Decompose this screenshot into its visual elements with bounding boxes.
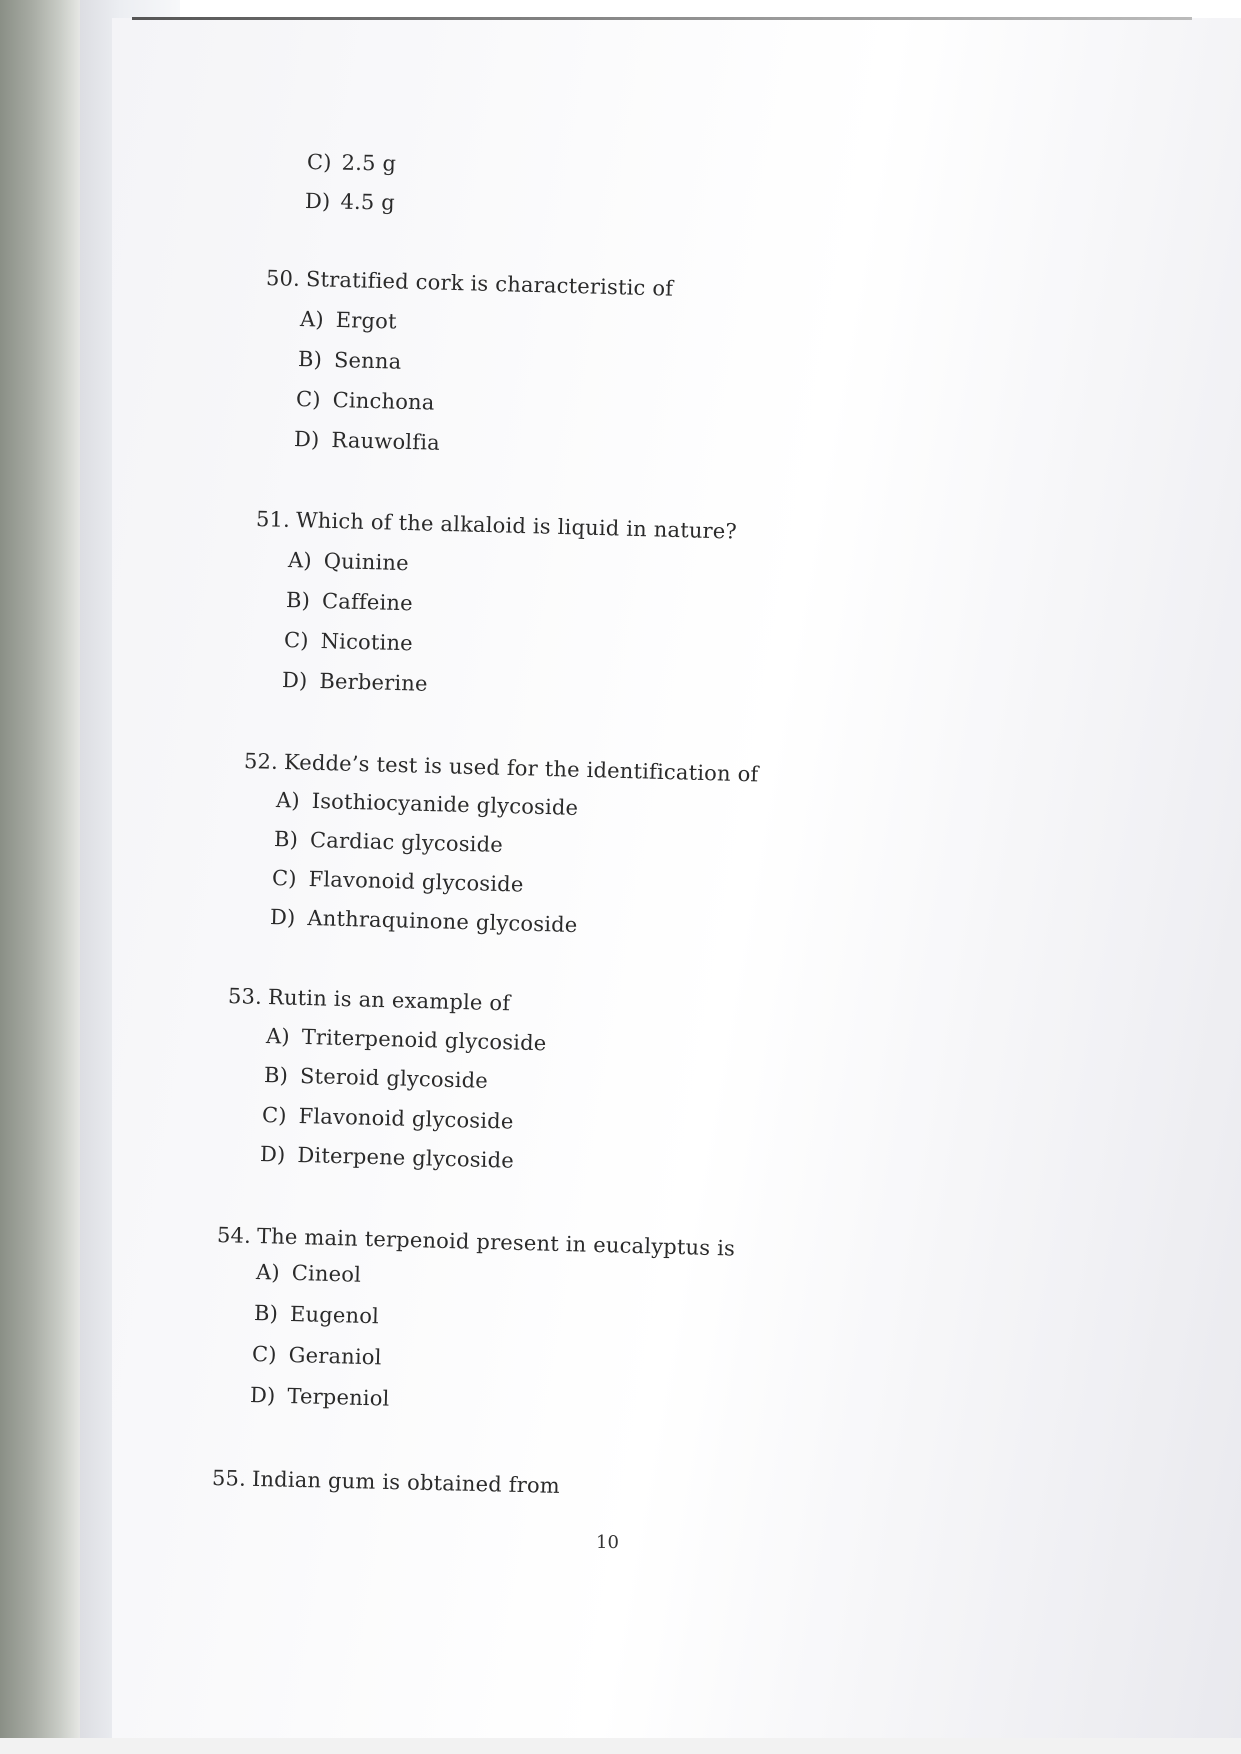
question-50-option-a — [300, 309, 397, 333]
question-54-option-a-text: Cineol — [291, 1260, 362, 1287]
question-52-option-c-label: C) — [271, 866, 297, 891]
question-52-label: 52. — [243, 749, 279, 774]
question-53-text: Rutin is an example of — [267, 985, 511, 1016]
question-51-text: Which of the alkaloid is liquid in nature? — [295, 508, 738, 544]
question-52-option-d-text: Anthraquinone glycoside — [307, 905, 578, 938]
question-53-option-a-label: A) — [265, 1024, 291, 1049]
question-54-option-b-text: Eugenol — [289, 1301, 380, 1329]
question-51-label: 51. — [255, 507, 291, 532]
question-50-option-c-label: C) — [295, 387, 321, 412]
question-53-option-c-text: Flavonoid glycoside — [298, 1103, 514, 1134]
question-54-option-b — [254, 1303, 380, 1327]
question-50-option-b-text: Senna — [333, 347, 402, 374]
question-54-label: 54. — [216, 1223, 252, 1248]
question-53-option-d-label: D) — [259, 1142, 286, 1167]
question-52-option-b-label: B) — [273, 827, 299, 852]
question-50-option-a-label: A) — [299, 307, 325, 332]
question-53-label: 53. — [227, 984, 263, 1009]
question-51-option-d-label: D) — [281, 668, 308, 693]
question-52-option-c-text: Flavonoid glycoside — [308, 866, 524, 897]
page-number: 10 — [596, 1532, 619, 1553]
continued-option-2-label: D) — [304, 189, 331, 214]
continued-option-2 — [305, 191, 395, 214]
question-53-option-c-label: C) — [261, 1103, 287, 1128]
question-50-option-b-label: B) — [297, 347, 323, 372]
question-51-option-b-label: B) — [285, 588, 311, 613]
question-54-option-c — [252, 1344, 382, 1368]
question-50-label: 50. — [265, 266, 301, 291]
question-54-option-a-label: A) — [255, 1260, 281, 1285]
question-50-option-c — [296, 389, 435, 414]
top-edge-line — [132, 17, 1192, 20]
question-51-option-a-label: A) — [287, 548, 313, 573]
question-51-option-c-text: Nicotine — [320, 628, 414, 656]
continued-option-2-text: 4.5 g — [340, 189, 396, 215]
question-53-option-d-text: Diterpene glycoside — [297, 1142, 515, 1173]
question-54-option-c-label: C) — [251, 1342, 277, 1367]
question-53-option-b-text: Steroid glycoside — [299, 1063, 489, 1093]
question-55-label: 55. — [211, 1466, 247, 1491]
question-52-option-b-text: Cardiac glycoside — [309, 827, 504, 857]
question-50-option-c-text: Cinchona — [332, 387, 435, 415]
question-50-option-d-text: Rauwolfia — [331, 427, 441, 455]
question-52-option-d-label: D) — [269, 905, 296, 930]
question-51-option-c — [284, 630, 413, 654]
question-51-option-a-text: Quinine — [323, 548, 410, 576]
question-51-option-b-text: Caffeine — [321, 588, 414, 616]
question-52-option-a-text: Isothiocyanide glycoside — [311, 788, 579, 820]
question-50-option-b — [298, 349, 402, 373]
question-54-option-d — [250, 1385, 390, 1410]
question-54-option-c-text: Geraniol — [288, 1342, 382, 1370]
continued-option-1 — [307, 152, 397, 175]
question-50-option-d — [294, 429, 440, 454]
question-54-text: The main terpenoid present in eucalyptus is — [256, 1224, 736, 1261]
bottom-edge — [0, 1738, 1241, 1754]
scan-left-edge — [0, 0, 80, 1754]
question-51-option-d — [282, 670, 428, 695]
question-53-option-b-label: B) — [263, 1063, 289, 1088]
question-50-text: Stratified cork is characteristic of — [305, 267, 674, 301]
question-53-option-a-text: Triterpenoid glycoside — [301, 1024, 547, 1056]
question-54-option-b-label: B) — [253, 1301, 279, 1326]
question-54-option-d-label: D) — [249, 1383, 276, 1408]
question-51-option-d-text: Berberine — [319, 668, 428, 696]
question-54-option-a — [256, 1262, 362, 1286]
question-54-option-d-text: Terpeniol — [287, 1383, 390, 1411]
question-51-option-c-label: C) — [283, 628, 309, 653]
continued-option-1-text: 2.5 g — [341, 150, 397, 176]
question-50-option-d-label: D) — [293, 427, 320, 452]
question-51-option-b — [286, 590, 413, 614]
question-52-option-a-label: A) — [275, 788, 301, 813]
question-51-option-a — [288, 550, 409, 574]
continued-option-1-label: C) — [306, 150, 332, 175]
question-50-option-a-text: Ergot — [335, 307, 397, 334]
question-55-text: Indian gum is obtained from — [251, 1466, 561, 1498]
question-52-text: Kedde’s test is used for the identification of — [283, 750, 759, 787]
